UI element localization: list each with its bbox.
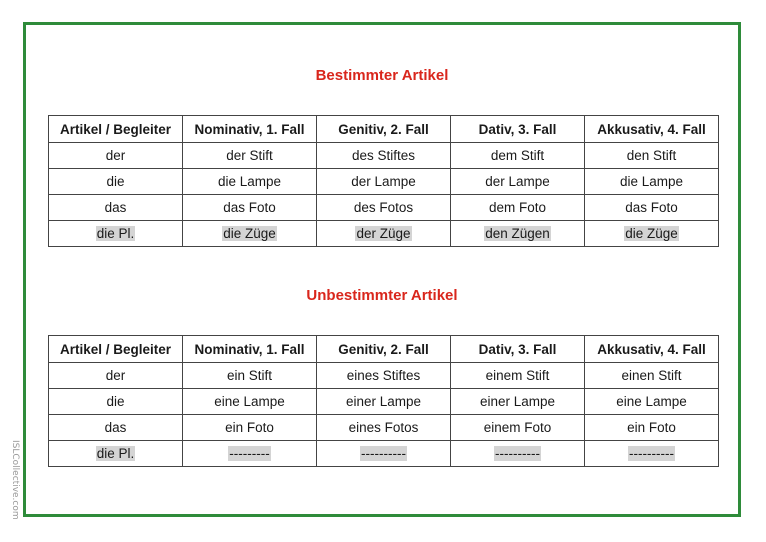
header-cell: Artikel / Begleiter — [49, 116, 183, 143]
table-cell: das — [49, 415, 183, 441]
table-cell: ein Foto — [585, 415, 719, 441]
header-cell: Dativ, 3. Fall — [451, 116, 585, 143]
table-cell: ein Stift — [183, 363, 317, 389]
table-row — [49, 389, 719, 415]
highlighted-text: --------- — [229, 446, 270, 461]
header-cell: Akkusativ, 4. Fall — [585, 336, 719, 363]
indefinite-article-table — [48, 335, 719, 467]
highlighted-text: ---------- — [361, 446, 406, 461]
table-cell: dem Foto — [451, 195, 585, 221]
header-cell: Nominativ, 1. Fall — [183, 336, 317, 363]
table-cell: der Lampe — [451, 169, 585, 195]
table-header-row — [49, 116, 719, 143]
table-cell — [585, 441, 719, 467]
table-cell — [317, 221, 451, 247]
table-cell — [451, 441, 585, 467]
table-cell — [183, 221, 317, 247]
table-row — [49, 415, 719, 441]
table-cell — [317, 441, 451, 467]
section-title-indefinite: Unbestimmter Artikel — [306, 287, 458, 304]
table-row — [49, 363, 719, 389]
table-cell: einer Lampe — [317, 389, 451, 415]
table-cell: des Fotos — [317, 195, 451, 221]
highlighted-text: die Pl. — [96, 226, 135, 241]
highlighted-text: den Zügen — [485, 226, 550, 241]
highlighted-text: der Züge — [356, 226, 411, 241]
highlighted-text: ---------- — [629, 446, 674, 461]
table-cell: der — [49, 363, 183, 389]
table-cell: einem Foto — [451, 415, 585, 441]
table-cell: das — [49, 195, 183, 221]
table-cell — [49, 221, 183, 247]
table-cell: den Stift — [585, 143, 719, 169]
table-cell: eine Lampe — [183, 389, 317, 415]
table-cell — [49, 441, 183, 467]
table-cell: die — [49, 389, 183, 415]
table-header-row — [49, 336, 719, 363]
header-cell: Akkusativ, 4. Fall — [585, 116, 719, 143]
table-cell: die — [49, 169, 183, 195]
table-cell: eines Stiftes — [317, 363, 451, 389]
header-cell: Artikel / Begleiter — [49, 336, 183, 363]
highlighted-text: die Züge — [223, 226, 276, 241]
table-cell — [451, 221, 585, 247]
page-frame — [23, 22, 741, 517]
header-cell: Genitiv, 2. Fall — [317, 336, 451, 363]
table-cell: der Stift — [183, 143, 317, 169]
highlighted-text: die Züge — [625, 226, 678, 241]
table-cell: einer Lampe — [451, 389, 585, 415]
table-cell: einem Stift — [451, 363, 585, 389]
table-cell — [183, 441, 317, 467]
definite-article-table — [48, 115, 719, 247]
table-cell: eines Fotos — [317, 415, 451, 441]
highlighted-text: ---------- — [495, 446, 540, 461]
header-cell: Genitiv, 2. Fall — [317, 116, 451, 143]
table-row — [49, 169, 719, 195]
table-cell: eine Lampe — [585, 389, 719, 415]
table-cell: ein Foto — [183, 415, 317, 441]
section-title-definite: Bestimmter Artikel — [315, 67, 449, 84]
table-cell: die Lampe — [585, 169, 719, 195]
table-cell: einen Stift — [585, 363, 719, 389]
table-cell: die Lampe — [183, 169, 317, 195]
highlighted-text: die Pl. — [96, 446, 135, 461]
table-cell — [585, 221, 719, 247]
header-cell: Nominativ, 1. Fall — [183, 116, 317, 143]
table-cell: das Foto — [585, 195, 719, 221]
table-row — [49, 143, 719, 169]
watermark-text: ISLCollective.com — [10, 440, 20, 520]
table-cell: des Stiftes — [317, 143, 451, 169]
table-cell: dem Stift — [451, 143, 585, 169]
table-row — [49, 195, 719, 221]
header-cell: Dativ, 3. Fall — [451, 336, 585, 363]
table-cell: das Foto — [183, 195, 317, 221]
table-cell: der Lampe — [317, 169, 451, 195]
table-cell: der — [49, 143, 183, 169]
table-row-plural — [49, 441, 719, 467]
table-row-plural — [49, 221, 719, 247]
